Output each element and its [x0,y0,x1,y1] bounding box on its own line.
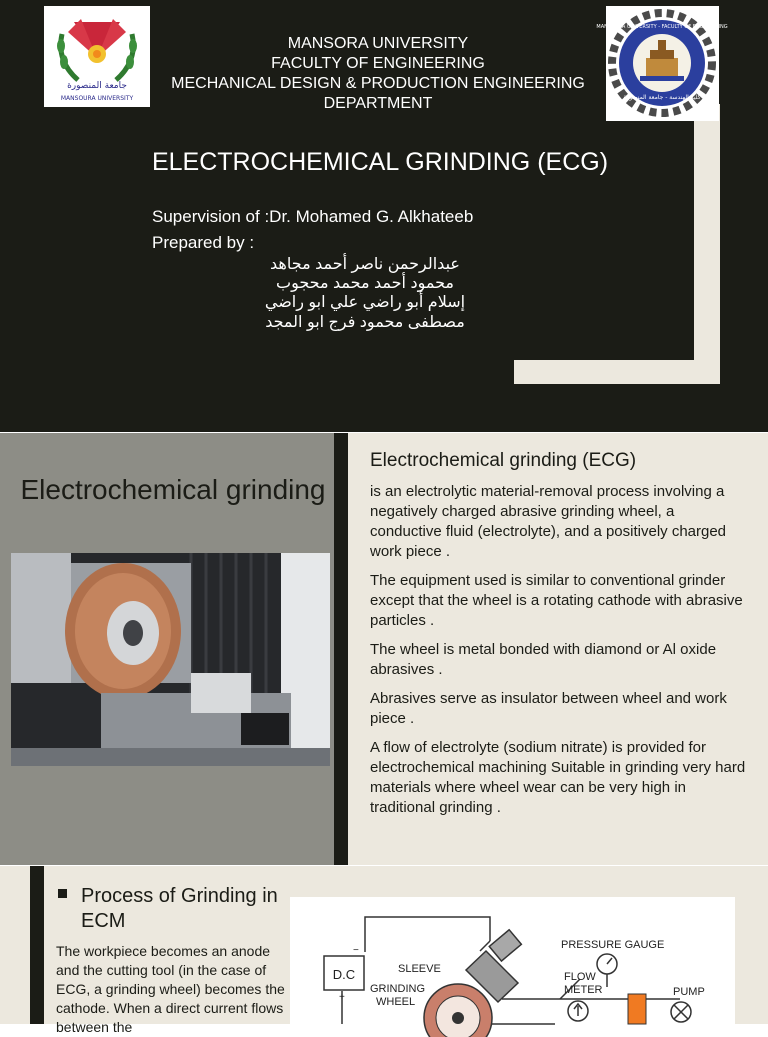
department-name: MECHANICAL DESIGN & PRODUCTION ENGINEERING [171,75,585,92]
grinding-wheel-icon [424,984,492,1037]
grinding-label: GRINDING [370,983,425,995]
wheel-label: WHEEL [376,996,416,1008]
student-name: إسلام أبو راضي علي ابو راضي [264,294,466,311]
grinding-wheel-icon [65,563,181,699]
pump-icon [671,1002,691,1022]
paragraph: The equipment used is similar to conventional grinder except that the wheel is a rotating cathode with abrasive particles . [370,572,743,629]
student-name: محمود أحمد محمد محجوب [276,275,454,292]
title-slide [0,0,768,432]
supervisor-line: Supervision of :Dr. Mohamed G. Alkhateeb [152,207,474,226]
department-name-line2: DEPARTMENT [323,95,433,112]
pump-label: PUMP [673,986,705,998]
meter-label: METER [564,984,603,996]
palm-fan-icon [68,19,126,63]
faculty-name: FACULTY OF ENGINEERING [271,55,485,72]
logo-latin-text: MANSOURA UNIVERSITY - FACULTY OF ENGINEERING [596,24,728,30]
paragraph: Abrasives serve as insulator between wheel and work piece . [370,690,727,727]
student-name: مصطفى محمود فرج ابو المجد [265,314,465,331]
faculty-of-engineering-logo [596,6,728,121]
ecg-schematic-diagram [290,897,735,1024]
flow-label: FLOW [564,971,596,983]
slide-heading: Electrochemical grinding [20,474,326,505]
slide-heading: Process of Grinding in ECM [81,885,278,932]
student-name: عبدالرحمن ناصر أحمد مجاهد [270,256,460,273]
dc-label: D.C [332,967,356,982]
flow-meter-tube [628,994,646,1024]
flow-meter-icon [568,1001,588,1021]
mansoura-university-logo [44,6,150,107]
process-slide [0,866,768,1035]
ecg-definition-slide [0,433,768,865]
paragraph: A flow of electrolyte (sodium nitrate) is provided for electrochemical machining Suitable in grinding very hard materials where wheel wear can be very high in traditional grinding . [370,739,746,816]
logo-arabic-text: كلية الهندسة - جامعة المنصورة [623,94,701,101]
sleeve-label: SLEEVE [398,963,441,975]
pressure-gauge-icon [597,954,617,974]
university-name: MANSORA UNIVERSITY [287,35,469,52]
divider-bar [334,433,348,865]
logo-latin-text: MANSOURA UNIVERSITY [60,95,134,102]
prepared-by-label: Prepared by : [152,233,255,252]
square-bullet-icon [58,889,67,898]
grinding-machine-photo [11,553,330,766]
paragraph: is an electrolytic material-removal process involving a negatively charged abrasive grinding wheel, a conductive fluid (electrolyte), and a positively charged work piece . [370,483,727,560]
pressure-gauge-label: PRESSURE GAUGE [561,939,665,951]
section-title: Electrochemical grinding (ECG) [370,450,637,471]
plus-sign: + [339,992,345,1003]
presentation-title: ELECTROCHEMICAL GRINDING (ECG) [151,148,609,176]
paragraph: The wheel is metal bonded with diamond or Al oxide abrasives . [370,641,717,678]
divider-bar [30,866,44,1024]
minus-sign: − [353,945,359,956]
logo-arabic-text: جامعة المنصورة [67,81,127,91]
body-text: The workpiece becomes an anode and the cutting tool (in the case of ECG, a grinding wheel) becomes the cathode. When a direct current flows between the [56,943,285,1035]
